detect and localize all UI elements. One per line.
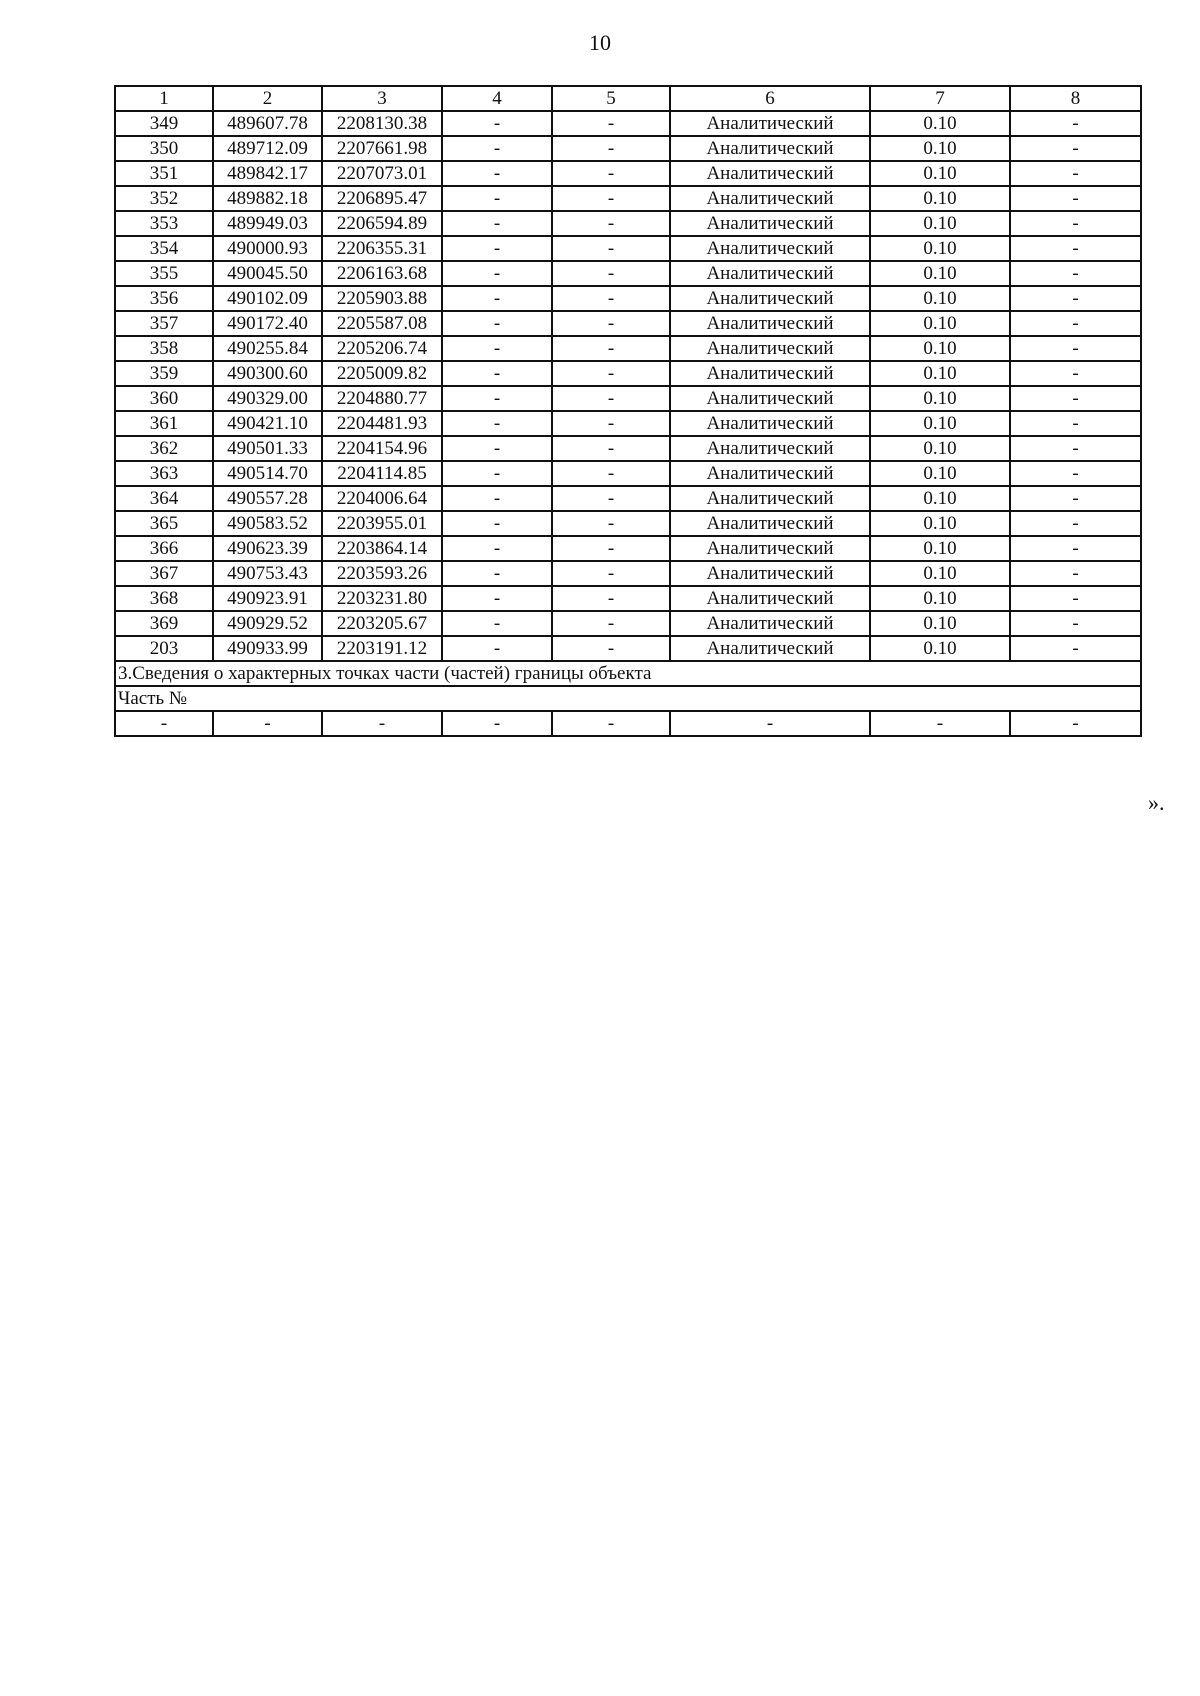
y-coordinate-cell: 2207073.01 [322,161,442,186]
x-coordinate-cell: 489882.18 [213,186,322,211]
y-coordinate-cell: 2203593.26 [322,561,442,586]
y-coordinate-cell: 2205587.08 [322,311,442,336]
column-header: 1 [115,86,213,111]
y-coordinate-cell: 2206163.68 [322,261,442,286]
x-coordinate-cell: 490421.10 [213,411,322,436]
method-cell: Аналитический [670,361,870,386]
accuracy-cell: 0.10 [870,636,1010,661]
col8-cell: - [1010,386,1141,411]
x-coordinate-cell: 490300.60 [213,361,322,386]
x-coordinate-cell: 490255.84 [213,336,322,361]
method-cell: Аналитический [670,211,870,236]
accuracy-cell: - [870,711,1010,736]
table-row [115,461,1141,486]
col8-cell: - [1010,261,1141,286]
point-number-cell: 367 [115,561,213,586]
col5-cell: - [552,636,670,661]
accuracy-cell: 0.10 [870,286,1010,311]
column-header: 5 [552,86,670,111]
column-header: 7 [870,86,1010,111]
method-cell: - [670,711,870,736]
accuracy-cell: 0.10 [870,236,1010,261]
col5-cell: - [552,536,670,561]
table-row [115,286,1141,311]
col5-cell: - [552,711,670,736]
point-number-cell: 368 [115,586,213,611]
col5-cell: - [552,411,670,436]
accuracy-cell: 0.10 [870,311,1010,336]
col4-cell: - [442,386,552,411]
x-coordinate-cell: 490102.09 [213,286,322,311]
col5-cell: - [552,161,670,186]
y-coordinate-cell: 2203205.67 [322,611,442,636]
table-row [115,236,1141,261]
method-cell: Аналитический [670,561,870,586]
method-cell: Аналитический [670,136,870,161]
col4-cell: - [442,611,552,636]
y-coordinate-cell: 2204481.93 [322,411,442,436]
point-number-cell: - [115,711,213,736]
y-coordinate-cell: 2204154.96 [322,436,442,461]
col4-cell: - [442,211,552,236]
col4-cell: - [442,636,552,661]
accuracy-cell: 0.10 [870,586,1010,611]
x-coordinate-cell: 490753.43 [213,561,322,586]
col4-cell: - [442,236,552,261]
method-cell: Аналитический [670,436,870,461]
y-coordinate-cell: 2203955.01 [322,511,442,536]
method-cell: Аналитический [670,611,870,636]
accuracy-cell: 0.10 [870,511,1010,536]
method-cell: Аналитический [670,636,870,661]
y-coordinate-cell: 2203864.14 [322,536,442,561]
col5-cell: - [552,336,670,361]
y-coordinate-cell: - [322,711,442,736]
method-cell: Аналитический [670,161,870,186]
x-coordinate-cell: 489949.03 [213,211,322,236]
method-cell: Аналитический [670,486,870,511]
method-cell: Аналитический [670,386,870,411]
point-number-cell: 365 [115,511,213,536]
col4-cell: - [442,511,552,536]
col4-cell: - [442,361,552,386]
y-coordinate-cell: 2203231.80 [322,586,442,611]
point-number-cell: 356 [115,286,213,311]
col5-cell: - [552,186,670,211]
col8-cell: - [1010,336,1141,361]
x-coordinate-cell: 490923.91 [213,586,322,611]
x-coordinate-cell: 489712.09 [213,136,322,161]
column-header: 3 [322,86,442,111]
col4-cell: - [442,336,552,361]
table-row [115,261,1141,286]
coordinates-table [114,85,1142,737]
closing-quote-mark: ». [1148,790,1165,815]
method-cell: Аналитический [670,511,870,536]
point-number-cell: 350 [115,136,213,161]
method-cell: Аналитический [670,536,870,561]
accuracy-cell: 0.10 [870,561,1010,586]
accuracy-cell: 0.10 [870,111,1010,136]
col5-cell: - [552,261,670,286]
col8-cell: - [1010,186,1141,211]
col8-cell: - [1010,461,1141,486]
x-coordinate-cell: 490045.50 [213,261,322,286]
col5-cell: - [552,211,670,236]
col8-cell: - [1010,311,1141,336]
accuracy-cell: 0.10 [870,386,1010,411]
method-cell: Аналитический [670,286,870,311]
method-cell: Аналитический [670,586,870,611]
col4-cell: - [442,411,552,436]
col8-cell: - [1010,511,1141,536]
table-row [115,136,1141,161]
accuracy-cell: 0.10 [870,436,1010,461]
x-coordinate-cell: 490514.70 [213,461,322,486]
y-coordinate-cell: 2205009.82 [322,361,442,386]
table-row [115,161,1141,186]
method-cell: Аналитический [670,411,870,436]
method-cell: Аналитический [670,236,870,261]
point-number-cell: 203 [115,636,213,661]
col4-cell: - [442,286,552,311]
point-number-cell: 359 [115,361,213,386]
x-coordinate-cell: 489607.78 [213,111,322,136]
col5-cell: - [552,611,670,636]
col4-cell: - [442,436,552,461]
point-number-cell: 351 [115,161,213,186]
col8-cell: - [1010,286,1141,311]
col5-cell: - [552,461,670,486]
method-cell: Аналитический [670,336,870,361]
col8-cell: - [1010,161,1141,186]
table-row [115,361,1141,386]
y-coordinate-cell: 2207661.98 [322,136,442,161]
x-coordinate-cell: 490623.39 [213,536,322,561]
method-cell: Аналитический [670,461,870,486]
col5-cell: - [552,111,670,136]
table-row [115,611,1141,636]
method-cell: Аналитический [670,311,870,336]
table-row [115,111,1141,136]
y-coordinate-cell: 2203191.12 [322,636,442,661]
col8-cell: - [1010,611,1141,636]
point-number-cell: 363 [115,461,213,486]
col5-cell: - [552,561,670,586]
col4-cell: - [442,486,552,511]
column-header: 8 [1010,86,1141,111]
col5-cell: - [552,236,670,261]
col4-cell: - [442,561,552,586]
col5-cell: - [552,361,670,386]
point-number-cell: 362 [115,436,213,461]
col4-cell: - [442,586,552,611]
col5-cell: - [552,486,670,511]
table-row [115,486,1141,511]
x-coordinate-cell: 489842.17 [213,161,322,186]
point-number-cell: 354 [115,236,213,261]
col8-cell: - [1010,561,1141,586]
x-coordinate-cell: 490929.52 [213,611,322,636]
accuracy-cell: 0.10 [870,136,1010,161]
col4-cell: - [442,311,552,336]
x-coordinate-cell: 490583.52 [213,511,322,536]
x-coordinate-cell: 490329.00 [213,386,322,411]
col5-cell: - [552,436,670,461]
y-coordinate-cell: 2208130.38 [322,111,442,136]
x-coordinate-cell: 490501.33 [213,436,322,461]
accuracy-cell: 0.10 [870,161,1010,186]
col5-cell: - [552,511,670,536]
x-coordinate-cell: 490933.99 [213,636,322,661]
col4-cell: - [442,461,552,486]
col4-cell: - [442,536,552,561]
col4-cell: - [442,711,552,736]
col5-cell: - [552,136,670,161]
col8-cell: - [1010,636,1141,661]
col8-cell: - [1010,211,1141,236]
method-cell: Аналитический [670,186,870,211]
accuracy-cell: 0.10 [870,211,1010,236]
table-body [115,86,1141,736]
table-row [115,336,1141,361]
x-coordinate-cell: - [213,711,322,736]
point-number-cell: 352 [115,186,213,211]
col8-cell: - [1010,236,1141,261]
accuracy-cell: 0.10 [870,486,1010,511]
col4-cell: - [442,186,552,211]
col8-cell: - [1010,711,1141,736]
empty-part-row [115,711,1141,736]
accuracy-cell: 0.10 [870,461,1010,486]
table-row [115,586,1141,611]
point-number-cell: 358 [115,336,213,361]
point-number-cell: 355 [115,261,213,286]
col8-cell: - [1010,361,1141,386]
point-number-cell: 369 [115,611,213,636]
section-title-row [115,661,1141,686]
col8-cell: - [1010,586,1141,611]
col5-cell: - [552,386,670,411]
point-number-cell: 353 [115,211,213,236]
method-cell: Аналитический [670,111,870,136]
y-coordinate-cell: 2204880.77 [322,386,442,411]
col4-cell: - [442,111,552,136]
col8-cell: - [1010,411,1141,436]
point-number-cell: 364 [115,486,213,511]
col8-cell: - [1010,111,1141,136]
table-row [115,211,1141,236]
table-row [115,561,1141,586]
table-row [115,311,1141,336]
table-row [115,386,1141,411]
col8-cell: - [1010,436,1141,461]
col4-cell: - [442,261,552,286]
col4-cell: - [442,161,552,186]
col8-cell: - [1010,536,1141,561]
col5-cell: - [552,586,670,611]
col5-cell: - [552,311,670,336]
header-row [115,86,1141,111]
table-row [115,411,1141,436]
part-label-row-cell: Часть № [115,686,1141,711]
y-coordinate-cell: 2204006.64 [322,486,442,511]
point-number-cell: 361 [115,411,213,436]
accuracy-cell: 0.10 [870,611,1010,636]
x-coordinate-cell: 490172.40 [213,311,322,336]
accuracy-cell: 0.10 [870,261,1010,286]
y-coordinate-cell: 2206895.47 [322,186,442,211]
point-number-cell: 349 [115,111,213,136]
accuracy-cell: 0.10 [870,186,1010,211]
y-coordinate-cell: 2205206.74 [322,336,442,361]
y-coordinate-cell: 2206355.31 [322,236,442,261]
accuracy-cell: 0.10 [870,411,1010,436]
column-header: 2 [213,86,322,111]
table-row [115,636,1141,661]
col4-cell: - [442,136,552,161]
table-row [115,511,1141,536]
accuracy-cell: 0.10 [870,536,1010,561]
point-number-cell: 360 [115,386,213,411]
method-cell: Аналитический [670,261,870,286]
column-header: 6 [670,86,870,111]
x-coordinate-cell: 490557.28 [213,486,322,511]
section-title-row-cell: 3.Сведения о характерных точках части (частей) границы объекта [115,661,1141,686]
table-row [115,536,1141,561]
col8-cell: - [1010,486,1141,511]
x-coordinate-cell: 490000.93 [213,236,322,261]
page-number: 10 [589,30,611,55]
accuracy-cell: 0.10 [870,336,1010,361]
col8-cell: - [1010,136,1141,161]
accuracy-cell: 0.10 [870,361,1010,386]
part-label-row [115,686,1141,711]
table-row [115,186,1141,211]
table-row [115,436,1141,461]
col5-cell: - [552,286,670,311]
point-number-cell: 366 [115,536,213,561]
y-coordinate-cell: 2205903.88 [322,286,442,311]
y-coordinate-cell: 2204114.85 [322,461,442,486]
column-header: 4 [442,86,552,111]
point-number-cell: 357 [115,311,213,336]
y-coordinate-cell: 2206594.89 [322,211,442,236]
